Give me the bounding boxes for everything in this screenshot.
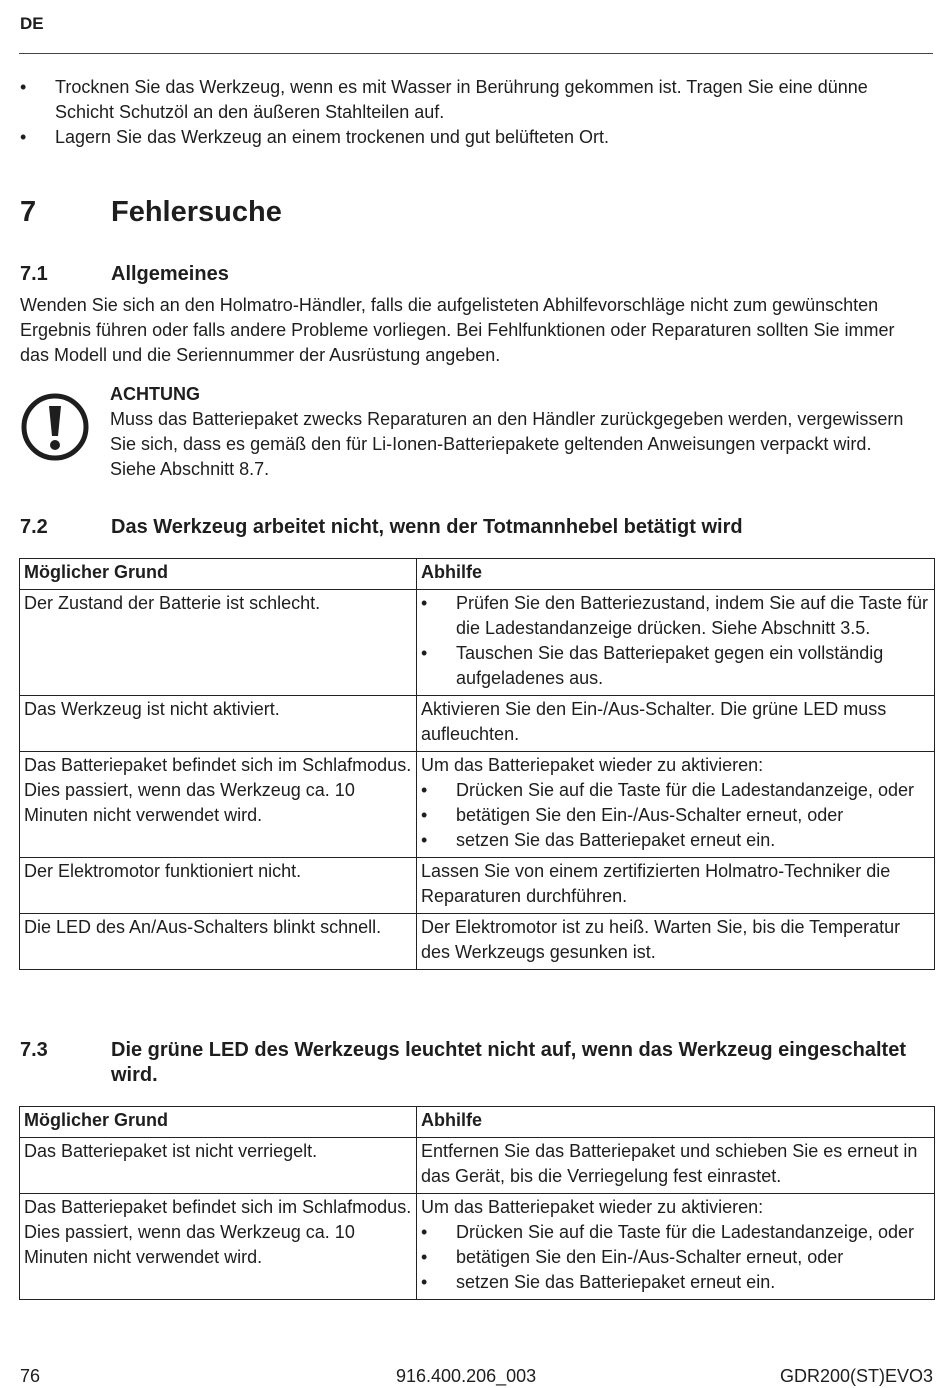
page-number: 76 (20, 1366, 41, 1386)
section-number: 7 (20, 196, 37, 228)
language-code: DE (20, 14, 44, 33)
list-item (421, 591, 930, 641)
section-title: Fehlersuche (111, 196, 282, 228)
list-item (20, 75, 920, 125)
remedy-intro: Um das Batteriepaket wieder zu aktivieren: (421, 1197, 764, 1217)
list-item-text: betätigen Sie den Ein-/Aus-Schalter erneut, oder (456, 805, 844, 825)
cause-cell: Der Elektromotor funktioniert nicht. (20, 858, 417, 914)
maintenance-bullet-list (20, 75, 920, 150)
list-item (421, 641, 930, 691)
remedy-list (421, 1220, 930, 1295)
bullet: • (421, 1272, 428, 1292)
table-row (20, 696, 935, 752)
remedy-cell (417, 752, 935, 858)
troubleshooting-table-7-2 (19, 558, 935, 970)
table-row (20, 914, 935, 970)
list-item-text: Prüfen Sie den Batteriezustand, indem Sie auf die Taste für die Ladestandanzeige drücken. Siehe Abschnitt 3.5. (456, 593, 928, 638)
cause-cell: Das Batteriepaket befindet sich im Schlafmodus. Dies passiert, wenn das Werkzeug ca. 10 Minuten nicht verwendet wird. (20, 752, 417, 858)
list-item (421, 828, 930, 853)
bullet: • (421, 830, 428, 850)
list-item (421, 1245, 930, 1270)
subsection-number: 7.2 (20, 516, 48, 538)
general-paragraph: Wenden Sie sich an den Holmatro-Händler, falls die aufgelisteten Abhilfevorschläge nicht zum gewünschten Ergebnis führen oder falls andere Probleme vorliegen. Bei Fehlfunktionen oder Reparaturen sollten Sie immer das Modell und die Seriennummer der Ausrüstung angeben. (20, 295, 895, 365)
cause-cell: Das Batteriepaket befindet sich im Schlafmodus. Dies passiert, wenn das Werkzeug ca. 10 Minuten nicht verwendet wird. (20, 1194, 417, 1300)
bullet: • (421, 1222, 428, 1242)
list-item-text: Lagern Sie das Werkzeug an einem trockenen und gut belüfteten Ort. (55, 127, 610, 147)
list-item-text: Drücken Sie auf die Taste für die Ladestandanzeige, oder (456, 1222, 914, 1242)
table-header-row (20, 559, 935, 590)
subsection-title: Die grüne LED des Werkzeugs leuchtet nicht auf, wenn das Werkzeug eingeschaltet wird. (111, 1039, 906, 1086)
table-row (20, 858, 935, 914)
subsection-heading-7-1 (20, 262, 229, 287)
troubleshooting-table-7-3 (19, 1106, 935, 1300)
list-item (421, 778, 930, 803)
column-header-cause: Möglicher Grund (20, 559, 417, 590)
remedy-list (421, 591, 930, 691)
table-row (20, 590, 935, 696)
list-item (20, 125, 920, 150)
list-item-text: Trocknen Sie das Werkzeug, wenn es mit Wasser in Berührung gekommen ist. Tragen Sie eine dünne Schicht Schutzöl an den äußeren Stahlteilen auf. (55, 77, 868, 122)
remedy-cell: Lassen Sie von einem zertifizierten Holmatro-Techniker die Reparaturen durchführen. (417, 858, 935, 914)
column-header-remedy: Abhilfe (417, 1107, 935, 1138)
list-item (421, 803, 930, 828)
subsection-title: Allgemeines (111, 263, 229, 285)
section-heading (20, 194, 282, 230)
remedy-intro: Um das Batteriepaket wieder zu aktivieren: (421, 755, 764, 775)
bullet: • (421, 780, 428, 800)
subsection-number: 7.3 (20, 1039, 48, 1061)
cause-cell: Die LED des An/Aus-Schalters blinkt schnell. (20, 914, 417, 970)
column-header-remedy: Abhilfe (417, 559, 935, 590)
table-row (20, 1194, 935, 1300)
warning-body (110, 382, 910, 482)
model-name: GDR200(ST)EVO3 (779, 1366, 933, 1386)
table-row (20, 752, 935, 858)
remedy-cell: Entfernen Sie das Batteriepaket und schieben Sie es erneut in das Gerät, bis die Verriegelung fest einrastet. (417, 1138, 935, 1194)
bullet: • (20, 127, 27, 147)
list-item-text: setzen Sie das Batteriepaket erneut ein. (456, 1272, 776, 1292)
exclamation-circle-icon (20, 392, 90, 462)
remedy-cell: Der Elektromotor ist zu heiß. Warten Sie, bis die Temperatur des Werkzeugs gesunken ist. (417, 914, 935, 970)
bullet: • (20, 77, 27, 97)
warning-title: ACHTUNG (110, 384, 200, 404)
bullet: • (421, 805, 428, 825)
cause-cell: Das Werkzeug ist nicht aktiviert. (20, 696, 417, 752)
bullet: • (421, 643, 428, 663)
remedy-cell (417, 1194, 935, 1300)
bullet: • (421, 593, 428, 613)
subsection-title: Das Werkzeug arbeitet nicht, wenn der Totmannhebel betätigt wird (111, 516, 743, 538)
document-number: 916.400.206_003 (396, 1366, 537, 1386)
list-item (421, 1220, 930, 1245)
subsection-heading-7-2 (20, 515, 743, 540)
bullet: • (421, 1247, 428, 1267)
remedy-list (421, 778, 930, 853)
page-footer (20, 1364, 933, 1388)
subsection-heading-7-3 (20, 1038, 950, 1088)
cause-cell: Das Batteriepaket ist nicht verriegelt. (20, 1138, 417, 1194)
cause-cell: Der Zustand der Batterie ist schlecht. (20, 590, 417, 696)
list-item (421, 1270, 930, 1295)
table-row (20, 1138, 935, 1194)
list-item-text: betätigen Sie den Ein-/Aus-Schalter erneut, oder (456, 1247, 844, 1267)
remedy-cell (417, 590, 935, 696)
table-header-row (20, 1107, 935, 1138)
subsection-number: 7.1 (20, 263, 48, 285)
header-divider (19, 53, 933, 54)
list-item-text: setzen Sie das Batteriepaket erneut ein. (456, 830, 776, 850)
list-item-text: Drücken Sie auf die Taste für die Ladestandanzeige, oder (456, 780, 914, 800)
warning-text: Muss das Batteriepaket zwecks Reparaturen an den Händler zurückgegeben werden, vergewissern Sie sich, dass es gemäß den für Li-Ionen-Batteriepakete geltenden Anweisungen verpackt wird. Siehe Abschnitt 8.7. (110, 409, 904, 479)
list-item-text: Tauschen Sie das Batteriepaket gegen ein vollständig aufgeladenes aus. (456, 643, 884, 688)
column-header-cause: Möglicher Grund (20, 1107, 417, 1138)
remedy-cell: Aktivieren Sie den Ein-/Aus-Schalter. Die grüne LED muss aufleuchten. (417, 696, 935, 752)
